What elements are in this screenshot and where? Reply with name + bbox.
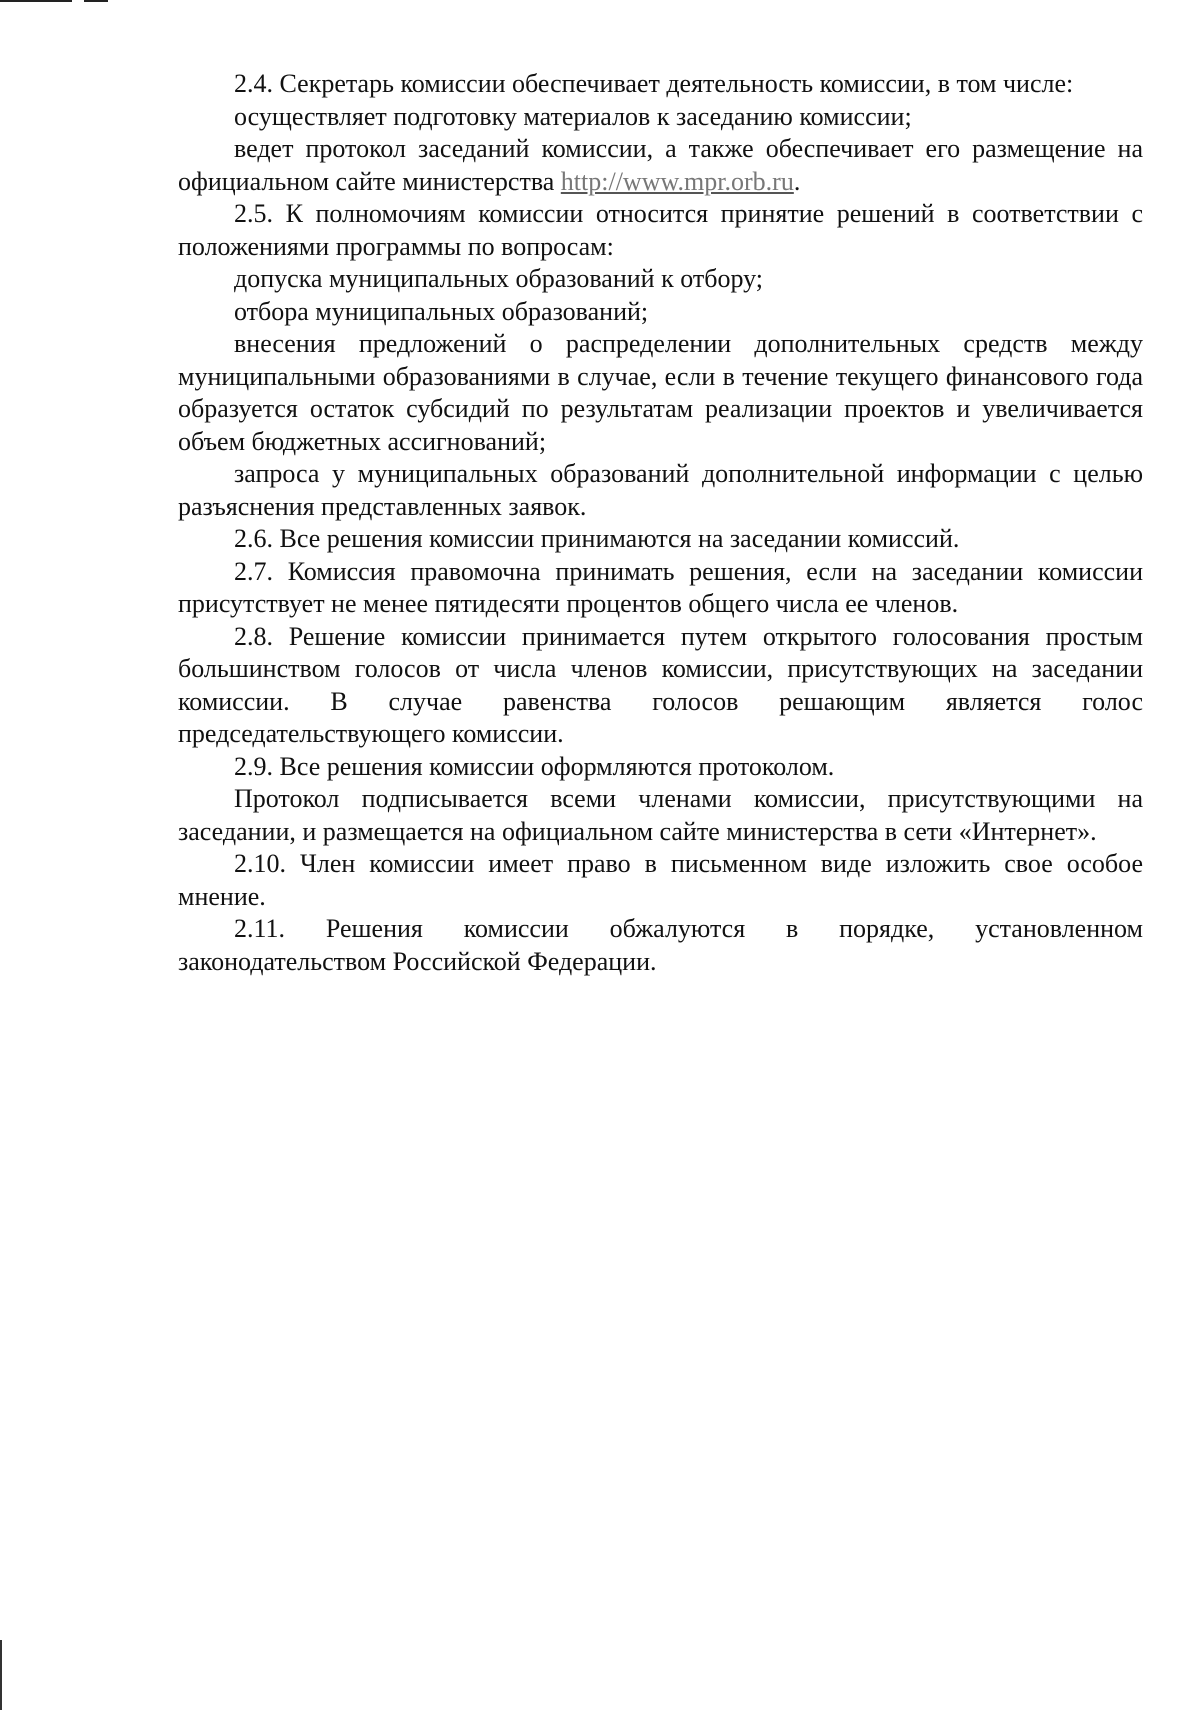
paragraph-2-5: 2.5. К полномочиям комиссии относится принятие решений в соответствии с положениями программы по вопросам: [178, 199, 1143, 261]
paragraph-text: ведет протокол заседаний комиссии, а также обеспечивает его размещение на официальном сайте министерства [178, 134, 1143, 196]
paragraph-2-4-item-2 [178, 133, 1143, 198]
paragraph-2-5-item-2: отбора муниципальных образований; [234, 296, 649, 326]
paragraph-2-5-item-1: допуска муниципальных образований к отбору; [234, 264, 763, 293]
paragraph-2-4-item-1: осуществляет подготовку материалов к заседанию комиссии; [234, 101, 912, 131]
paragraph-2-7: 2.7. Комиссия правомочна принимать решения, если на заседании комиссии присутствует не менее пятидесяти процентов общего числа ее членов. [178, 556, 1143, 618]
document-page [178, 68, 1143, 978]
ministry-website-link[interactable]: http://www.mpr.orb.ru [560, 166, 794, 196]
paragraph-2-4: 2.4. Секретарь комиссии обеспечивает деятельность комиссии, в том числе: [234, 69, 1074, 98]
paragraph-2-9-protocol: Протокол подписывается всеми членами комиссии, присутствующими на заседании, и размещается на официальном сайте министерства в сети «Интернет». [178, 784, 1143, 846]
paragraph-text-end: . [793, 166, 801, 196]
paragraph-2-9: 2.9. Все решения комиссии оформляются протоколом. [234, 751, 835, 781]
paragraph-2-11: 2.11. Решения комиссии обжалуются в порядке, установленном законодательством Российской Федерации. [178, 914, 1143, 976]
paragraph-2-10: 2.10. Член комиссии имеет право в письменном виде изложить свое особое мнение. [178, 849, 1143, 911]
paragraph-2-8: 2.8. Решение комиссии принимается путем открытого голосования простым большинством голосов от числа членов комиссии, присутствующих на заседании комиссии. В случае равенства голосов решающим является голос председательствующего комиссии. [178, 621, 1143, 748]
scan-edge-mark-left [0, 1640, 2, 1710]
scan-edge-mark [0, 0, 110, 3]
paragraph-2-5-item-4: запроса у муниципальных образований дополнительной информации с целью разъяснения представленных заявок. [178, 459, 1143, 521]
paragraph-2-5-item-3: внесения предложений о распределении дополнительных средств между муниципальными образованиями в случае, если в течение текущего финансового года образуется остаток субсидий по результатам реализации проектов и увеличивается объем бюджетных ассигнований; [178, 329, 1143, 456]
paragraph-2-6: 2.6. Все решения комиссии принимаются на заседании комиссий. [234, 524, 960, 553]
